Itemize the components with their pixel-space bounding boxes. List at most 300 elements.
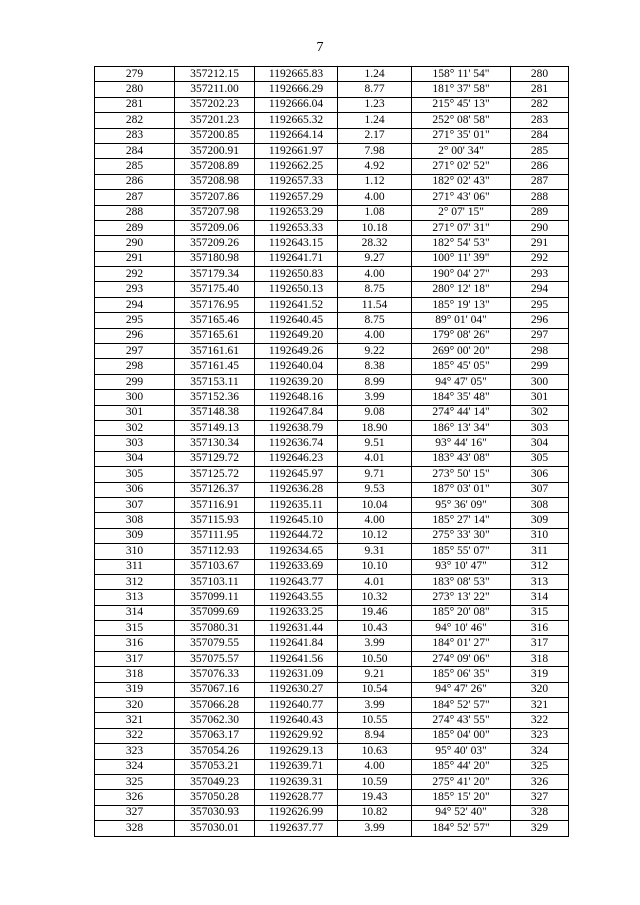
distance-cell: 1.08 — [338, 205, 412, 220]
point-number-cell: 320 — [95, 698, 175, 713]
point-number-cell: 294 — [95, 297, 175, 312]
point-number-cell: 324 — [95, 759, 175, 774]
bearing-cell: 89° 01' 04" — [412, 313, 511, 328]
x-coordinate-cell: 357211.00 — [175, 82, 255, 97]
table-row — [95, 236, 569, 251]
table-row — [95, 143, 569, 158]
bearing-cell: 185° 20' 08" — [412, 605, 511, 620]
distance-cell: 1.24 — [338, 67, 412, 82]
x-coordinate-cell: 357209.26 — [175, 236, 255, 251]
table-row — [95, 405, 569, 420]
distance-cell: 19.46 — [338, 605, 412, 620]
bearing-cell: 187° 03' 01" — [412, 482, 511, 497]
x-coordinate-cell: 357179.34 — [175, 267, 255, 282]
x-coordinate-cell: 357208.98 — [175, 174, 255, 189]
table-row — [95, 205, 569, 220]
distance-cell: 10.55 — [338, 713, 412, 728]
distance-cell: 8.75 — [338, 313, 412, 328]
bearing-cell: 94° 47' 26" — [412, 682, 511, 697]
table-row — [95, 713, 569, 728]
next-point-cell: 327 — [511, 790, 569, 805]
point-number-cell: 327 — [95, 805, 175, 820]
y-coordinate-cell: 1192665.83 — [255, 67, 338, 82]
bearing-cell: 184° 01' 27" — [412, 636, 511, 651]
x-coordinate-cell: 357103.11 — [175, 574, 255, 589]
bearing-cell: 95° 40' 03" — [412, 744, 511, 759]
table-row — [95, 251, 569, 266]
point-number-cell: 309 — [95, 528, 175, 543]
next-point-cell: 301 — [511, 390, 569, 405]
page-number: 7 — [316, 40, 324, 55]
bearing-cell: 275° 33' 30" — [412, 528, 511, 543]
point-number-cell: 314 — [95, 605, 175, 620]
distance-cell: 7.98 — [338, 143, 412, 158]
table-row — [95, 497, 569, 512]
bearing-cell: 185° 06' 35" — [412, 667, 511, 682]
x-coordinate-cell: 357030.93 — [175, 805, 255, 820]
x-coordinate-cell: 357030.01 — [175, 821, 255, 836]
point-number-cell: 292 — [95, 267, 175, 282]
bearing-cell: 158° 11' 54" — [412, 67, 511, 82]
point-number-cell: 325 — [95, 774, 175, 789]
table-row — [95, 759, 569, 774]
y-coordinate-cell: 1192636.74 — [255, 436, 338, 451]
bearing-cell: 273° 13' 22" — [412, 590, 511, 605]
next-point-cell: 324 — [511, 744, 569, 759]
bearing-cell: 2° 00' 34" — [412, 143, 511, 158]
point-number-cell: 302 — [95, 420, 175, 435]
bearing-cell: 183° 08' 53" — [412, 574, 511, 589]
y-coordinate-cell: 1192641.84 — [255, 636, 338, 651]
bearing-cell: 274° 44' 14" — [412, 405, 511, 420]
point-number-cell: 310 — [95, 544, 175, 559]
next-point-cell: 321 — [511, 698, 569, 713]
distance-cell: 4.00 — [338, 190, 412, 205]
y-coordinate-cell: 1192629.92 — [255, 728, 338, 743]
y-coordinate-cell: 1192638.79 — [255, 420, 338, 435]
x-coordinate-cell: 357125.72 — [175, 467, 255, 482]
next-point-cell: 286 — [511, 159, 569, 174]
bearing-cell: 182° 02' 43" — [412, 174, 511, 189]
y-coordinate-cell: 1192631.09 — [255, 667, 338, 682]
distance-cell: 9.27 — [338, 251, 412, 266]
table-row — [95, 297, 569, 312]
y-coordinate-cell: 1192666.29 — [255, 82, 338, 97]
next-point-cell: 320 — [511, 682, 569, 697]
table-row — [95, 267, 569, 282]
bearing-cell: 93° 44' 16" — [412, 436, 511, 451]
distance-cell: 10.59 — [338, 774, 412, 789]
point-number-cell: 304 — [95, 451, 175, 466]
point-number-cell: 305 — [95, 467, 175, 482]
y-coordinate-cell: 1192639.71 — [255, 759, 338, 774]
y-coordinate-cell: 1192661.97 — [255, 143, 338, 158]
y-coordinate-cell: 1192644.72 — [255, 528, 338, 543]
next-point-cell: 314 — [511, 590, 569, 605]
next-point-cell: 308 — [511, 497, 569, 512]
table-row — [95, 728, 569, 743]
x-coordinate-cell: 357175.40 — [175, 282, 255, 297]
distance-cell: 9.71 — [338, 467, 412, 482]
next-point-cell: 294 — [511, 282, 569, 297]
point-number-cell: 283 — [95, 128, 175, 143]
next-point-cell: 306 — [511, 467, 569, 482]
next-point-cell: 288 — [511, 190, 569, 205]
distance-cell: 9.21 — [338, 667, 412, 682]
table-row — [95, 574, 569, 589]
x-coordinate-cell: 357148.38 — [175, 405, 255, 420]
point-number-cell: 303 — [95, 436, 175, 451]
next-point-cell: 302 — [511, 405, 569, 420]
next-point-cell: 295 — [511, 297, 569, 312]
x-coordinate-cell: 357176.95 — [175, 297, 255, 312]
table-row — [95, 544, 569, 559]
bearing-cell: 271° 43' 06" — [412, 190, 511, 205]
table-row — [95, 590, 569, 605]
point-number-cell: 307 — [95, 497, 175, 512]
x-coordinate-cell: 357076.33 — [175, 667, 255, 682]
distance-cell: 1.24 — [338, 113, 412, 128]
x-coordinate-cell: 357111.95 — [175, 528, 255, 543]
table-row — [95, 698, 569, 713]
x-coordinate-cell: 357049.23 — [175, 774, 255, 789]
distance-cell: 10.10 — [338, 559, 412, 574]
point-number-cell: 295 — [95, 313, 175, 328]
table-row — [95, 313, 569, 328]
distance-cell: 10.50 — [338, 651, 412, 666]
y-coordinate-cell: 1192645.97 — [255, 467, 338, 482]
y-coordinate-cell: 1192636.28 — [255, 482, 338, 497]
next-point-cell: 293 — [511, 267, 569, 282]
bearing-cell: 183° 43' 08" — [412, 451, 511, 466]
table-row — [95, 420, 569, 435]
distance-cell: 10.54 — [338, 682, 412, 697]
point-number-cell: 284 — [95, 143, 175, 158]
y-coordinate-cell: 1192641.52 — [255, 297, 338, 312]
x-coordinate-cell: 357112.93 — [175, 544, 255, 559]
next-point-cell: 305 — [511, 451, 569, 466]
distance-cell: 4.01 — [338, 451, 412, 466]
x-coordinate-cell: 357103.67 — [175, 559, 255, 574]
distance-cell: 4.00 — [338, 328, 412, 343]
distance-cell: 10.43 — [338, 621, 412, 636]
point-number-cell: 296 — [95, 328, 175, 343]
bearing-cell: 184° 35' 48" — [412, 390, 511, 405]
distance-cell: 8.99 — [338, 374, 412, 389]
next-point-cell: 312 — [511, 559, 569, 574]
bearing-cell: 274° 43' 55" — [412, 713, 511, 728]
distance-cell: 1.12 — [338, 174, 412, 189]
bearing-cell: 190° 04' 27" — [412, 267, 511, 282]
x-coordinate-cell: 357063.17 — [175, 728, 255, 743]
table-row — [95, 344, 569, 359]
distance-cell: 9.53 — [338, 482, 412, 497]
point-number-cell: 298 — [95, 359, 175, 374]
next-point-cell: 307 — [511, 482, 569, 497]
next-point-cell: 296 — [511, 313, 569, 328]
next-point-cell: 310 — [511, 528, 569, 543]
distance-cell: 8.77 — [338, 82, 412, 97]
point-number-cell: 288 — [95, 205, 175, 220]
next-point-cell: 309 — [511, 513, 569, 528]
y-coordinate-cell: 1192633.69 — [255, 559, 338, 574]
y-coordinate-cell: 1192641.71 — [255, 251, 338, 266]
point-number-cell: 322 — [95, 728, 175, 743]
point-number-cell: 328 — [95, 821, 175, 836]
point-number-cell: 282 — [95, 113, 175, 128]
next-point-cell: 284 — [511, 128, 569, 143]
y-coordinate-cell: 1192653.33 — [255, 220, 338, 235]
distance-cell: 10.63 — [338, 744, 412, 759]
table-row — [95, 374, 569, 389]
distance-cell: 10.04 — [338, 497, 412, 512]
table-row — [95, 97, 569, 112]
table-row — [95, 390, 569, 405]
bearing-cell: 94° 52' 40" — [412, 805, 511, 820]
x-coordinate-cell: 357062.30 — [175, 713, 255, 728]
distance-cell: 4.00 — [338, 267, 412, 282]
y-coordinate-cell: 1192657.29 — [255, 190, 338, 205]
y-coordinate-cell: 1192657.33 — [255, 174, 338, 189]
bearing-cell: 252° 08' 58" — [412, 113, 511, 128]
point-number-cell: 279 — [95, 67, 175, 82]
distance-cell: 11.54 — [338, 297, 412, 312]
table-row — [95, 282, 569, 297]
distance-cell: 9.51 — [338, 436, 412, 451]
point-number-cell: 287 — [95, 190, 175, 205]
table-row — [95, 821, 569, 836]
point-number-cell: 318 — [95, 667, 175, 682]
x-coordinate-cell: 357161.61 — [175, 344, 255, 359]
bearing-cell: 179° 08' 26" — [412, 328, 511, 343]
distance-cell: 10.32 — [338, 590, 412, 605]
next-point-cell: 285 — [511, 143, 569, 158]
point-number-cell: 326 — [95, 790, 175, 805]
next-point-cell: 317 — [511, 636, 569, 651]
y-coordinate-cell: 1192640.77 — [255, 698, 338, 713]
table-row — [95, 528, 569, 543]
distance-cell: 4.01 — [338, 574, 412, 589]
x-coordinate-cell: 357180.98 — [175, 251, 255, 266]
point-number-cell: 301 — [95, 405, 175, 420]
x-coordinate-cell: 357130.34 — [175, 436, 255, 451]
bearing-cell: 185° 15' 20" — [412, 790, 511, 805]
x-coordinate-cell: 357099.69 — [175, 605, 255, 620]
bearing-cell: 215° 45' 13" — [412, 97, 511, 112]
table-row — [95, 636, 569, 651]
bearing-cell: 94° 47' 05" — [412, 374, 511, 389]
y-coordinate-cell: 1192631.44 — [255, 621, 338, 636]
distance-cell: 10.18 — [338, 220, 412, 235]
x-coordinate-cell: 357165.61 — [175, 328, 255, 343]
y-coordinate-cell: 1192650.13 — [255, 282, 338, 297]
bearing-cell: 181° 37' 58" — [412, 82, 511, 97]
y-coordinate-cell: 1192628.77 — [255, 790, 338, 805]
y-coordinate-cell: 1192640.45 — [255, 313, 338, 328]
next-point-cell: 315 — [511, 605, 569, 620]
bearing-cell: 95° 36' 09" — [412, 497, 511, 512]
bearing-cell: 184° 52' 57" — [412, 698, 511, 713]
point-number-cell: 319 — [95, 682, 175, 697]
point-number-cell: 300 — [95, 390, 175, 405]
point-number-cell: 280 — [95, 82, 175, 97]
table-row — [95, 113, 569, 128]
point-number-cell: 312 — [95, 574, 175, 589]
y-coordinate-cell: 1192633.25 — [255, 605, 338, 620]
bearing-cell: 182° 54' 53" — [412, 236, 511, 251]
next-point-cell: 329 — [511, 821, 569, 836]
bearing-cell: 185° 27' 14" — [412, 513, 511, 528]
next-point-cell: 322 — [511, 713, 569, 728]
y-coordinate-cell: 1192640.43 — [255, 713, 338, 728]
x-coordinate-cell: 357099.11 — [175, 590, 255, 605]
x-coordinate-cell: 357129.72 — [175, 451, 255, 466]
point-number-cell: 313 — [95, 590, 175, 605]
distance-cell: 1.23 — [338, 97, 412, 112]
y-coordinate-cell: 1192648.16 — [255, 390, 338, 405]
y-coordinate-cell: 1192662.25 — [255, 159, 338, 174]
table-row — [95, 805, 569, 820]
distance-cell: 3.99 — [338, 821, 412, 836]
point-number-cell: 323 — [95, 744, 175, 759]
point-number-cell: 281 — [95, 97, 175, 112]
table-row — [95, 359, 569, 374]
next-point-cell: 318 — [511, 651, 569, 666]
next-point-cell: 300 — [511, 374, 569, 389]
next-point-cell: 304 — [511, 436, 569, 451]
bearing-cell: 271° 35' 01" — [412, 128, 511, 143]
point-number-cell: 316 — [95, 636, 175, 651]
next-point-cell: 292 — [511, 251, 569, 266]
table-row — [95, 328, 569, 343]
bearing-cell: 185° 55' 07" — [412, 544, 511, 559]
bearing-cell: 185° 45' 05" — [412, 359, 511, 374]
table-row — [95, 744, 569, 759]
next-point-cell: 291 — [511, 236, 569, 251]
point-number-cell: 317 — [95, 651, 175, 666]
table-row — [95, 451, 569, 466]
table-row — [95, 651, 569, 666]
x-coordinate-cell: 357075.57 — [175, 651, 255, 666]
coordinates-table-body — [95, 67, 569, 837]
x-coordinate-cell: 357161.45 — [175, 359, 255, 374]
distance-cell: 28.32 — [338, 236, 412, 251]
next-point-cell: 328 — [511, 805, 569, 820]
y-coordinate-cell: 1192664.14 — [255, 128, 338, 143]
bearing-cell: 274° 09' 06" — [412, 651, 511, 666]
y-coordinate-cell: 1192646.23 — [255, 451, 338, 466]
y-coordinate-cell: 1192639.31 — [255, 774, 338, 789]
bearing-cell: 185° 44' 20" — [412, 759, 511, 774]
bearing-cell: 93° 10' 47" — [412, 559, 511, 574]
y-coordinate-cell: 1192649.26 — [255, 344, 338, 359]
next-point-cell: 283 — [511, 113, 569, 128]
x-coordinate-cell: 357067.16 — [175, 682, 255, 697]
point-number-cell: 297 — [95, 344, 175, 359]
table-row — [95, 82, 569, 97]
bearing-cell: 2° 07' 15" — [412, 205, 511, 220]
distance-cell: 9.31 — [338, 544, 412, 559]
y-coordinate-cell: 1192634.65 — [255, 544, 338, 559]
y-coordinate-cell: 1192629.13 — [255, 744, 338, 759]
next-point-cell: 287 — [511, 174, 569, 189]
next-point-cell: 299 — [511, 359, 569, 374]
x-coordinate-cell: 357115.93 — [175, 513, 255, 528]
next-point-cell: 290 — [511, 220, 569, 235]
x-coordinate-cell: 357208.89 — [175, 159, 255, 174]
x-coordinate-cell: 357080.31 — [175, 621, 255, 636]
next-point-cell: 325 — [511, 759, 569, 774]
next-point-cell: 280 — [511, 67, 569, 82]
point-number-cell: 290 — [95, 236, 175, 251]
y-coordinate-cell: 1192645.10 — [255, 513, 338, 528]
distance-cell: 8.75 — [338, 282, 412, 297]
x-coordinate-cell: 357209.06 — [175, 220, 255, 235]
x-coordinate-cell: 357200.91 — [175, 143, 255, 158]
distance-cell: 3.99 — [338, 390, 412, 405]
table-row — [95, 174, 569, 189]
distance-cell: 3.99 — [338, 636, 412, 651]
y-coordinate-cell: 1192643.77 — [255, 574, 338, 589]
distance-cell: 9.08 — [338, 405, 412, 420]
table-row — [95, 621, 569, 636]
bearing-cell: 275° 41' 20" — [412, 774, 511, 789]
y-coordinate-cell: 1192653.29 — [255, 205, 338, 220]
point-number-cell: 286 — [95, 174, 175, 189]
point-number-cell: 311 — [95, 559, 175, 574]
x-coordinate-cell: 357126.37 — [175, 482, 255, 497]
next-point-cell: 282 — [511, 97, 569, 112]
bearing-cell: 271° 02' 52" — [412, 159, 511, 174]
next-point-cell: 311 — [511, 544, 569, 559]
distance-cell: 8.38 — [338, 359, 412, 374]
bearing-cell: 186° 13' 34" — [412, 420, 511, 435]
point-number-cell: 321 — [95, 713, 175, 728]
point-number-cell: 285 — [95, 159, 175, 174]
x-coordinate-cell: 357201.23 — [175, 113, 255, 128]
next-point-cell: 326 — [511, 774, 569, 789]
distance-cell: 9.22 — [338, 344, 412, 359]
point-number-cell: 291 — [95, 251, 175, 266]
y-coordinate-cell: 1192649.20 — [255, 328, 338, 343]
table-row — [95, 220, 569, 235]
y-coordinate-cell: 1192650.83 — [255, 267, 338, 282]
table-row — [95, 128, 569, 143]
x-coordinate-cell: 357066.28 — [175, 698, 255, 713]
table-row — [95, 667, 569, 682]
point-number-cell: 315 — [95, 621, 175, 636]
table-row — [95, 436, 569, 451]
y-coordinate-cell: 1192635.11 — [255, 497, 338, 512]
next-point-cell: 319 — [511, 667, 569, 682]
x-coordinate-cell: 357202.23 — [175, 97, 255, 112]
x-coordinate-cell: 357050.28 — [175, 790, 255, 805]
next-point-cell: 297 — [511, 328, 569, 343]
x-coordinate-cell: 357116.91 — [175, 497, 255, 512]
next-point-cell: 298 — [511, 344, 569, 359]
y-coordinate-cell: 1192666.04 — [255, 97, 338, 112]
next-point-cell: 316 — [511, 621, 569, 636]
y-coordinate-cell: 1192626.99 — [255, 805, 338, 820]
distance-cell: 18.90 — [338, 420, 412, 435]
y-coordinate-cell: 1192643.55 — [255, 590, 338, 605]
distance-cell: 2.17 — [338, 128, 412, 143]
x-coordinate-cell: 357079.55 — [175, 636, 255, 651]
distance-cell: 3.99 — [338, 698, 412, 713]
x-coordinate-cell: 357053.21 — [175, 759, 255, 774]
bearing-cell: 184° 52' 57" — [412, 821, 511, 836]
point-number-cell: 308 — [95, 513, 175, 528]
